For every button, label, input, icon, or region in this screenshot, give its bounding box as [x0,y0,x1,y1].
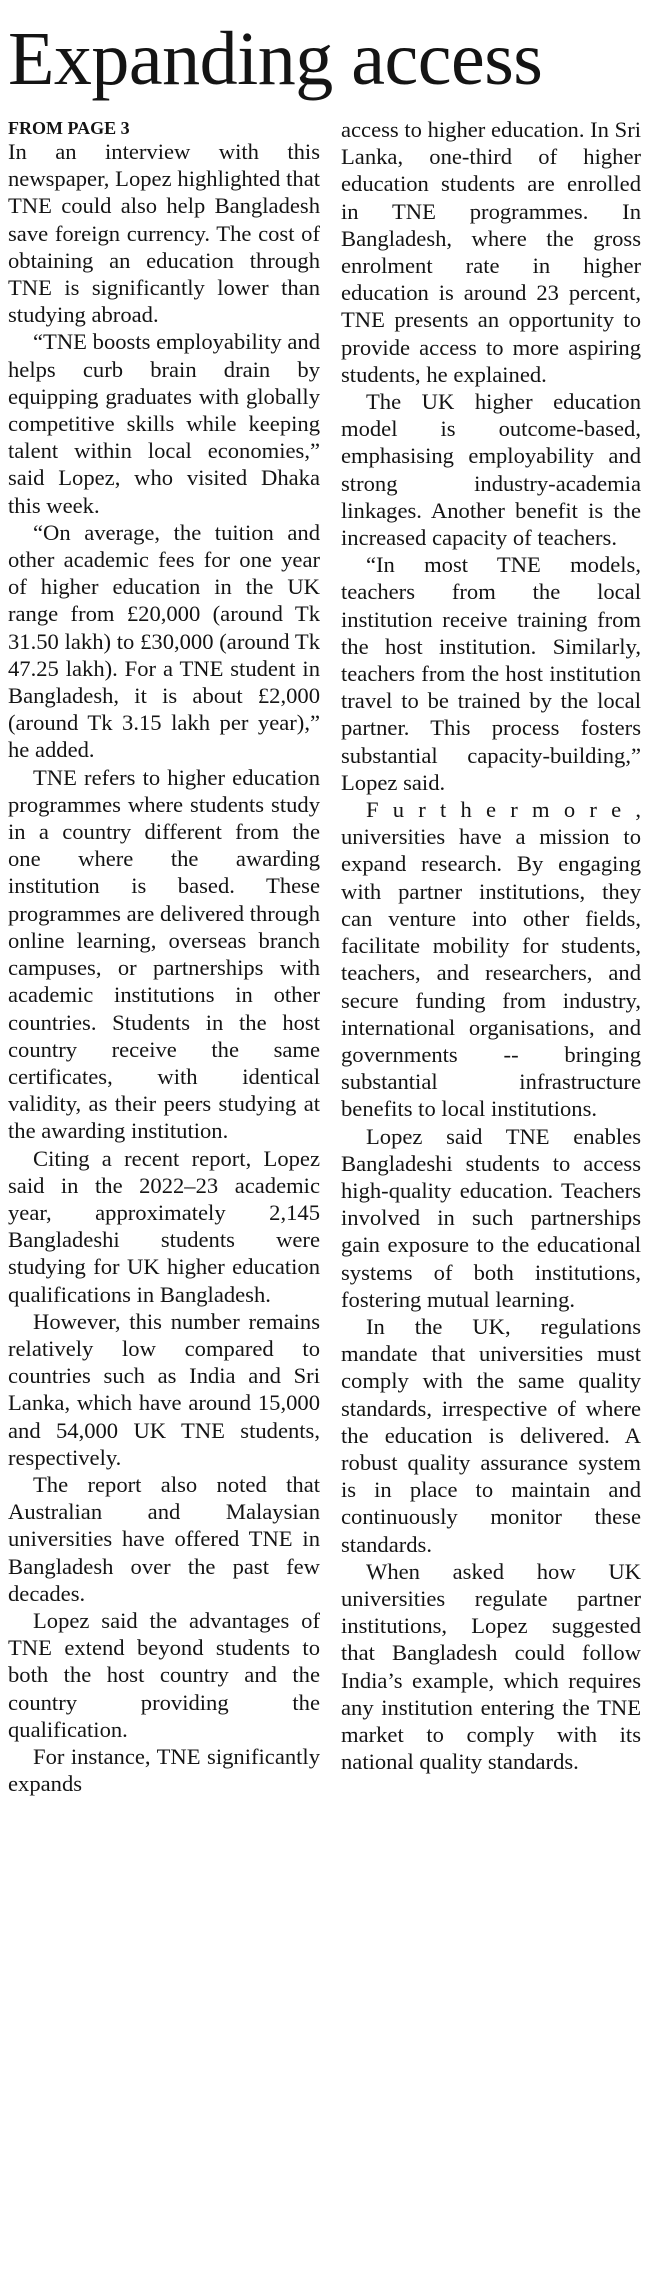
continued-from-label: FROM PAGE 3 [8,118,130,138]
article-paragraph: F u r t h e r m o r e , universities have a mission to expand research. By engaging with partner institutions, they can venture into other fields, facilitate mobility for students, teachers, and researchers, and secure funding from industry, international organisations, and governments -- bringing substantial infrastructure benefits to local institutions. [341,797,641,1122]
article-paragraph: The report also noted that Australian and Malaysian universities have offered TNE in Bangladesh over the past few decades. [8,1471,320,1606]
article-paragraph: In the UK, regulations mandate that universities must comply with the same quality standards, irrespective of where the education is delivered. A robust quality assurance system is in place to maintain and continuously monitor these standards. [341,1313,641,1557]
article-column-right [341,116,641,2246]
article-paragraph: However, this number remains relatively low compared to countries such as India and Sri Lanka, which have around 15,000 and 54,000 UK TNE students, respectively. [8,1308,320,1470]
article-paragraph: “In most TNE models, teachers from the local institution receive training from the host institution. Similarly, teachers from the host institution travel to be trained by the local partner. This process fosters substantial capacity-building,” Lopez said. [341,552,641,795]
article-paragraph: In an interview with this newspaper, Lopez highlighted that TNE could also help Bangladesh save foreign currency. The cost of obtaining an education through TNE is significantly lower than studying abroad. [8,139,320,328]
article-paragraph: “On average, the tuition and other academic fees for one year of higher education in the UK range from £20,000 (around Tk 31.50 lakh) to £30,000 (around Tk 47.25 lakh). For a TNE student in Bangladesh, it is about £2,000 (around Tk 3.15 lakh per year),” he added. [8,519,320,763]
article-paragraph: access to higher education. In Sri Lanka, one-third of higher education students are enrolled in TNE programmes. In Bangladesh, where the gross enrolment rate in higher education is around 23 percent, TNE presents an opportunity to provide access to more aspiring students, he explained. [341,117,641,387]
article-paragraph: Lopez said TNE enables Bangladeshi students to access high-quality education. Teachers involved in such partnerships gain exposure to the educational systems of both institutions, fostering mutual learning. [341,1123,641,1312]
article-paragraph: For instance, TNE significantly expands [8,1743,320,1797]
article-headline: Expanding access [8,17,543,101]
article-paragraph: TNE refers to higher education programmes where students study in a country different from the one where the awarding institution is based. These programmes are delivered through online learning, overseas branch campuses, or partnerships with academic institutions in other countries. Students in the host country receive the same certificates, with identical validity, as their peers studying at the awarding institution. [8,764,320,1144]
article-paragraph: The UK higher education model is outcome-based, emphasising employability and strong industry-academia linkages. Another benefit is the increased capacity of teachers. [341,389,641,551]
article-paragraph: When asked how UK universities regulate partner institutions, Lopez suggested that Bangladesh could follow India’s example, which requires any institution entering the TNE market to comply with its national quality standards. [341,1558,641,1775]
article-column-left [8,138,320,2268]
article-paragraph: Lopez said the advantages of TNE extend beyond students to both the host country and the country providing the qualification. [8,1607,320,1742]
article-paragraph: “TNE boosts employability and helps curb brain drain by equipping graduates with globally competitive skills while keeping talent within local economies,” said Lopez, who visited Dhaka this week. [8,329,320,518]
article-paragraph: Citing a recent report, Lopez said in the 2022–23 academic year, approximately 2,145 Bangladeshi students were studying for UK higher education qualifications in Bangladesh. [8,1145,320,1307]
